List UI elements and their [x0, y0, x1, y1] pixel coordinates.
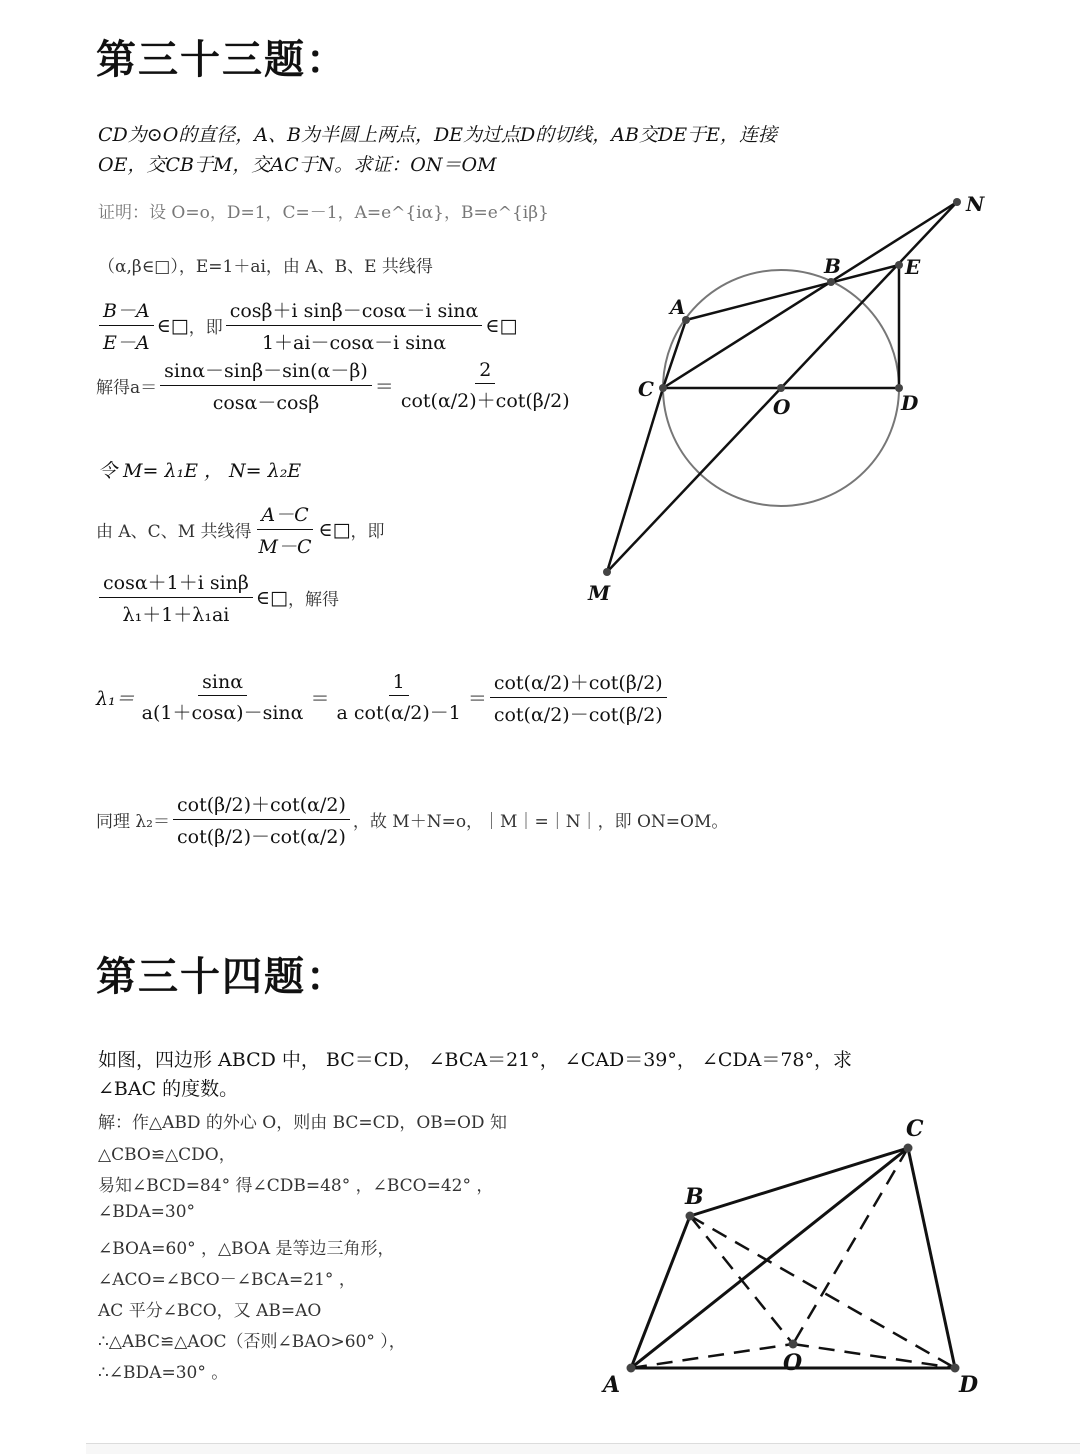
problem-34-statement-line-2: ∠BAC 的度数。 [98, 1078, 239, 1100]
solve-2-label: ，解得 [287, 590, 339, 610]
solution-line-3: 易知∠BCD=84° 得∠CDB=48° ，∠BCO=42° ， [98, 1176, 494, 1196]
page-bottom-divider [86, 1443, 1080, 1454]
fraction-numerator: cosβ＋i sinβ－cosα－i sinα [226, 296, 483, 326]
conclusion: ，故 M＋N=o，｜M｜=｜N｜，即 ON=OM。 [352, 812, 729, 832]
solution-line-9: ∴∠BDA=30° 。 [98, 1363, 229, 1383]
line-ac [663, 320, 686, 388]
label-o: O [783, 1350, 803, 1376]
collinear-label: ，即 [188, 318, 223, 338]
label-b: B [685, 1184, 704, 1210]
point-c [904, 1144, 913, 1153]
solution-line-5: ∠BOA=60° ，△BOA 是等边三角形， [98, 1239, 395, 1259]
label-a: A [603, 1372, 621, 1398]
label-c: C [638, 377, 654, 401]
point-b [827, 278, 835, 286]
lambda-1-equation: λ₁＝ $\frac{\sin\alpha}{a(1+\cos\alpha)-\sin\alpha}$ ＝ $\frac{1}{\text{a cot(α/2)－1}}$ ＝ $\frac{\cot(\alpha/2)+\cot(\beta/2)}{\cot(\alpha/2)-\cot(\beta/2)}$ [96, 668, 670, 727]
point-n [953, 198, 961, 206]
solve-a-equation: 解得a＝ $\frac{\sin\alpha-\sin\beta-\sin(\alpha-\beta)}{\cos\alpha-\cos\beta}$ ＝ $\frac{2}{\cot(\alpha/2)+\cot(\beta/2)}$ [96, 356, 577, 415]
fraction-numerator: cot(β/2)＋cot(α/2) [173, 790, 350, 820]
line-od [793, 1344, 955, 1368]
in-real-symbol: ∈□ [485, 314, 518, 337]
problem-34-statement-line-1: 如图，四边形 ABCD 中， BC＝CD， ∠BCA＝21°， ∠CAD＝39°， ∠CDA＝78°，求 [98, 1049, 853, 1071]
problem-33-figure [580, 180, 1000, 620]
fraction-numerator: B－A [99, 296, 154, 326]
fraction-denominator: a cot(α/2)－1 [336, 701, 461, 724]
lambda-2-equation [96, 790, 728, 849]
problem-33-statement-line-2: OE，交CB于M，交AC于N。求证：ON＝OM [98, 154, 497, 176]
in-real-symbol: ∈□ [318, 518, 351, 541]
comma-ji: ，即 [350, 522, 385, 542]
problem-33-title: 第三十三题： [96, 37, 348, 83]
point-o [777, 384, 785, 392]
problem-34-figure [595, 1108, 1005, 1408]
in-real-symbol: ∈□ [156, 314, 189, 337]
solution-line-4: ∠BDA=30° [98, 1202, 196, 1222]
problem-34-title: 第三十四题： [96, 954, 348, 1000]
label-e: E [905, 255, 921, 279]
solution-line-1: 解：作△ABD 的外心 O，则由 BC=CD，OB=OD 知 [98, 1113, 507, 1133]
fraction-numerator: cosα＋1＋i sinβ [99, 568, 253, 598]
fraction-denominator: cot(β/2)－cot(α/2) [177, 826, 346, 848]
point-c [659, 384, 667, 392]
solution-line-7: AC 平分∠BCO，又 AB=AO [98, 1301, 322, 1321]
line-cd [908, 1148, 955, 1368]
fraction-denominator: 1＋ai－cosα－i sinα [261, 332, 447, 354]
fraction-denominator: λ₁＋1＋λ₁ai [122, 604, 230, 626]
fraction-denominator: M－C [258, 536, 312, 558]
proof-intro: 证明：设 O=o，D=1，C=－1，A=e^{iα}，B=e^{iβ} [98, 203, 549, 223]
fraction-denominator: cosα－cosβ [212, 392, 320, 414]
fraction-denominator: E－A [103, 332, 150, 354]
point-o [789, 1340, 798, 1349]
in-real-symbol: ∈□ [255, 586, 288, 609]
fraction-denominator: cot(α/2)＋cot(β/2) [400, 389, 570, 412]
fraction-numerator: 1 [389, 671, 409, 696]
solve-label: 解得a＝ [96, 378, 158, 398]
line-cm [607, 388, 663, 572]
problem-33-statement-line-1: CD为⊙O的直径，A、B为半圆上两点，DE为过点D的切线，AB交DE于E，连接 [98, 124, 777, 146]
parameter-line: （α,β∈□），E=1＋ai，由 A、B、E 共线得 [98, 257, 433, 277]
label-a: A [670, 295, 686, 319]
lambda-equation [96, 568, 339, 627]
line-ae [686, 265, 899, 320]
point-e [895, 261, 903, 269]
collinear-2-equation [96, 500, 385, 559]
similarly-label: 同理 λ₂＝ [96, 812, 170, 832]
label-c: C [906, 1116, 924, 1142]
label-d: D [959, 1372, 979, 1398]
fraction-numerator: cot(α/2)＋cot(β/2) [490, 668, 667, 698]
lambda-1-label: λ₁＝ [96, 688, 135, 710]
fraction-numerator: sinα－sinβ－sin(α－β) [160, 356, 372, 386]
point-m [603, 568, 611, 576]
label-o: O [773, 395, 791, 419]
solution-line-8: ∴△ABC≌△AOC（否则∠BAO>60° ）， [98, 1332, 406, 1352]
label-d: D [901, 391, 919, 415]
let-line: 令 M= λ₁E ， N= λ₂E [98, 460, 302, 482]
solution-line-2: △CBO≌△CDO， [98, 1145, 236, 1165]
label-b: B [824, 254, 841, 278]
point-a [627, 1364, 636, 1373]
point-b [686, 1212, 695, 1221]
collinear-equation [96, 296, 517, 355]
fraction-numerator: A－C [257, 500, 312, 530]
fraction-numerator: 2 [475, 359, 495, 384]
label-m: M [588, 581, 611, 605]
fraction-denominator: cot(α/2)－cot(β/2) [493, 704, 663, 726]
label-n: N [966, 192, 985, 216]
line-bo [690, 1216, 793, 1344]
solution-line-6: ∠ACO=∠BCO－∠BCA=21° ， [98, 1270, 356, 1290]
collinear-2-label: 由 A、C、M 共线得 [96, 522, 252, 542]
fraction-denominator: a(1＋cosα)－sinα [141, 701, 304, 724]
fraction-numerator: sinα [198, 671, 247, 696]
